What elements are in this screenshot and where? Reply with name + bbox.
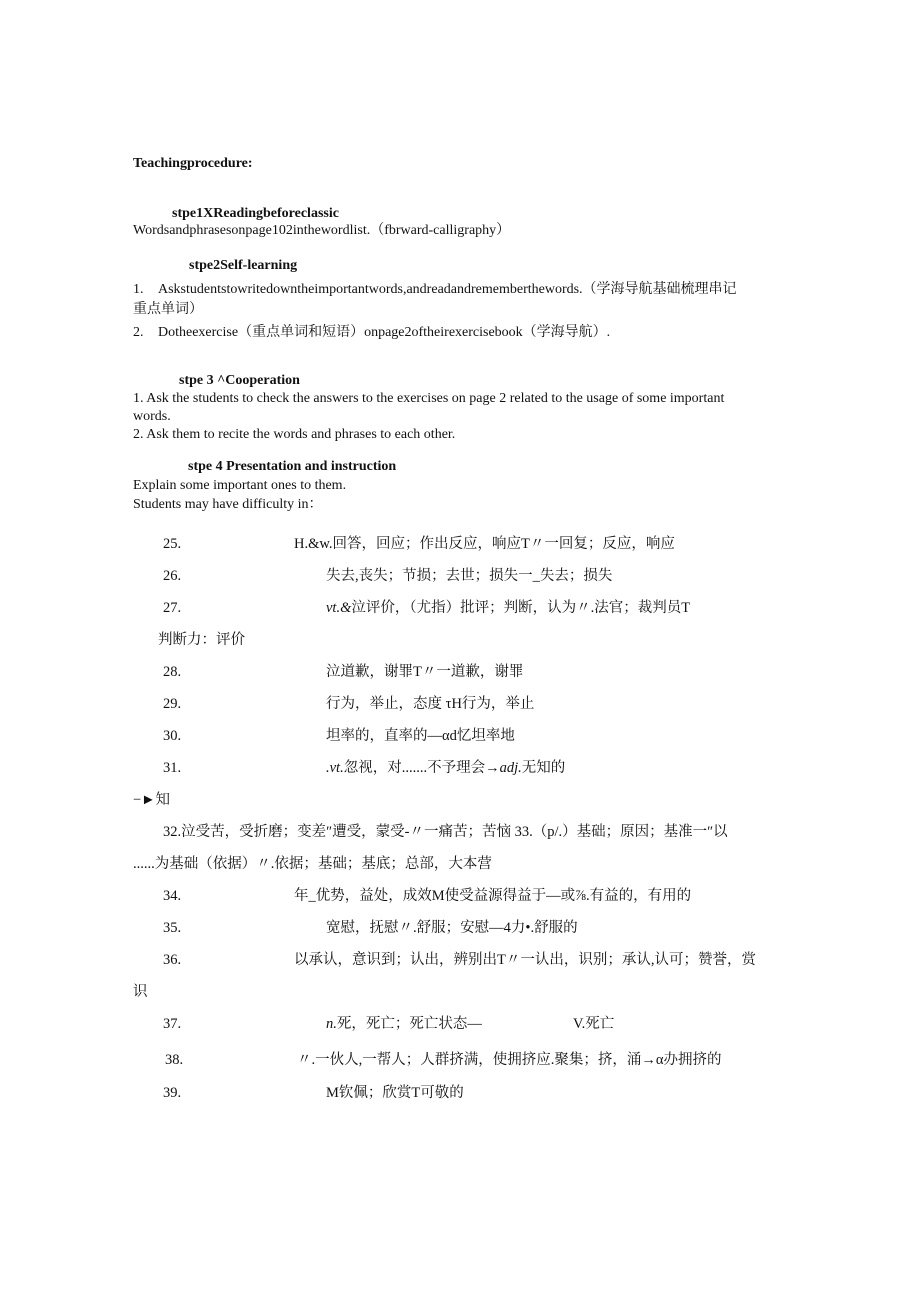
vocab-entry: M钦佩；欣赏T可敬的	[326, 1085, 464, 1101]
definition: 泣评价，（尤指）批评；判断，认为〃.法官；裁判员T	[351, 600, 691, 616]
vocab-entry-cont: ......为基础（依据）〃.依据；基础；基底；总部，大本营	[133, 856, 492, 872]
step1-text: Wordsandphrasesonpage102inthewordlist.（fbrward-calligraphy）	[133, 223, 511, 238]
vocab-entry-cont: −►知	[133, 792, 171, 808]
vocab-number: 36.	[163, 952, 182, 968]
step3-line1: 1. Ask the students to check the answers to the exercises on page 2 related to the usage of some important	[133, 391, 725, 406]
vocab-entry: 行为，举止，态度 τH行为，举止	[326, 696, 535, 712]
step3-line2: words.	[133, 409, 171, 424]
vocab-number: 35.	[163, 920, 182, 936]
step3-heading: stpe 3 ^Cooperation	[179, 373, 300, 388]
vocab-entry: 宽慰，抚慰〃.舒服；安慰—4力•.舒服的	[326, 920, 578, 936]
step2-item2-text: Dotheexercise（重点单词和短语）onpage2oftheirexercisebook（学海导航）.	[158, 325, 611, 340]
vocab-entry: 〃.一伙人,一帮人；人群挤满，使拥挤应.聚集；挤，涌→α办拥挤的	[297, 1052, 722, 1068]
vocab-number: 31.	[163, 760, 182, 776]
vocab-entry: 32.泣受苦，受折磨；变差″遭受，蒙受-〃一痛苦；苦恼 33.（p/.）基础；原因；基准一″以	[163, 824, 728, 840]
vocab-entry	[326, 1014, 482, 1034]
vocab-entry-extra: V.死亡	[573, 1016, 615, 1032]
vocab-entry: 以承认，意识到；认出，辨别出T〃一认出，识别；承认,认可；赞誉，赏	[294, 952, 756, 968]
pos-label: adj.	[499, 760, 522, 776]
vocab-number: 39.	[163, 1085, 182, 1101]
pos-label: n.	[326, 1016, 337, 1032]
vocab-number: 37.	[163, 1016, 182, 1032]
vocab-number: 25.	[163, 536, 182, 552]
definition: 死，死亡；死亡状态—	[336, 1016, 482, 1032]
pos-label: .vt.	[326, 760, 344, 776]
step4-line2: Students may have difficulty in：	[133, 497, 323, 512]
vocab-number: 26.	[163, 568, 182, 584]
vocab-entry: 坦率的，直率的—αd忆坦率地	[326, 728, 515, 744]
vocab-number: 34.	[163, 888, 182, 904]
vocab-number: 30.	[163, 728, 182, 744]
definition: 无知的	[521, 760, 566, 776]
vocab-entry: 年_优势，益处，成效M使受益源得益于—或⅞.有益的，有用的	[294, 888, 692, 904]
vocab-number: 28.	[163, 664, 182, 680]
vocab-number: 38.	[165, 1052, 184, 1068]
step3-line3: 2. Ask them to recite the words and phrases to each other.	[133, 427, 456, 442]
definition: 忽视，对.......不予理会→	[343, 760, 500, 776]
vocab-entry-cont: 判断力：评价	[158, 632, 245, 648]
step4-line1: Explain some important ones to them.	[133, 478, 347, 493]
vocab-number: 27.	[163, 600, 182, 616]
vocab-entry	[326, 598, 690, 618]
step2-item1-text-cont: 重点单词）	[133, 302, 203, 317]
step2-item2-number: 2.	[133, 325, 144, 340]
vocab-entry: 失去,丧失；节损；去世；损失一_失去；损失	[326, 568, 613, 584]
vocab-entry-cont: 识	[133, 984, 148, 1000]
step1-heading: stpe1XReadingbeforeclassic	[172, 206, 339, 221]
step2-item1-number: 1.	[133, 282, 144, 297]
vocab-entry	[326, 758, 565, 778]
step2-item1-text: Askstudentstowritedowntheimportantwords,andreadandrememberthewords.（学海导航基础梳理串记	[158, 282, 737, 297]
page-title: Teachingprocedure:	[133, 156, 253, 171]
vocab-number: 29.	[163, 696, 182, 712]
vocab-entry: H.&w.回答，回应；作出反应，响应T〃一回复；反应，响应	[294, 536, 675, 552]
vocab-entry: 泣道歉，谢罪T〃一道歉，谢罪	[326, 664, 524, 680]
pos-label: vt.&	[326, 600, 352, 616]
step2-heading: stpe2Self-learning	[189, 258, 298, 273]
step4-heading: stpe 4 Presentation and instruction	[188, 459, 397, 474]
